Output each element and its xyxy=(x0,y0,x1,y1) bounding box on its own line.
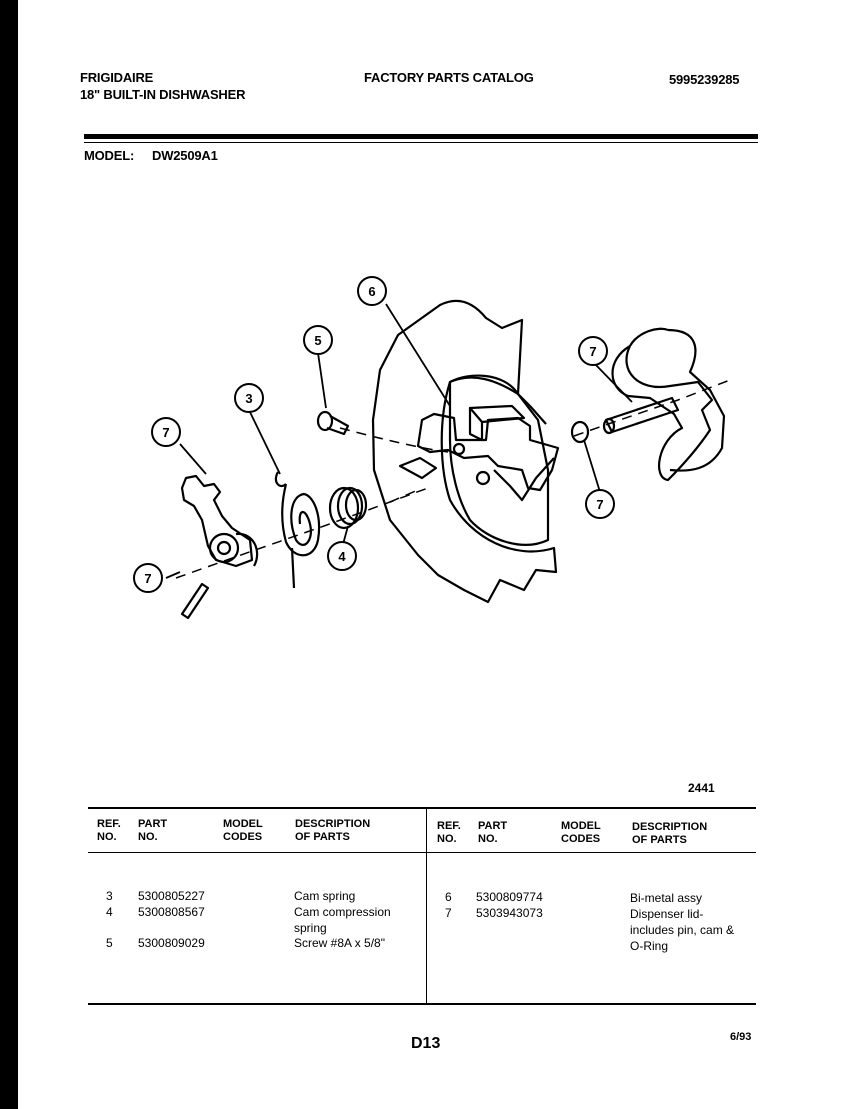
cam-hub xyxy=(210,534,238,562)
bimetal-pivot xyxy=(454,444,464,454)
screw-head xyxy=(318,412,332,430)
cam-spring-hook xyxy=(276,472,286,486)
table-column-divider xyxy=(426,809,427,1003)
table-row-desc: Screw #8A x 5/8" xyxy=(294,936,385,950)
table-row-part: 5300808567 xyxy=(138,905,205,919)
axis-line-upper xyxy=(340,428,448,452)
leader-5 xyxy=(318,353,326,408)
leader-3 xyxy=(249,410,280,474)
header-part-no-right: PART NO. xyxy=(478,820,508,845)
dispenser-pin xyxy=(606,398,678,432)
dispenser-lid-top xyxy=(630,329,668,346)
catalog-number: 5995239285 xyxy=(669,72,740,87)
bimetal-tab xyxy=(400,458,436,478)
table-row-desc: Cam spring xyxy=(294,889,356,903)
leader-7c xyxy=(584,440,600,492)
table-row-part: 5303943073 xyxy=(476,906,543,920)
bimetal-block xyxy=(470,406,524,422)
axis-line-right xyxy=(574,380,730,436)
callout-label: 7 xyxy=(596,497,604,512)
callout-label: 3 xyxy=(245,391,253,406)
header-model-codes-left: MODEL CODES xyxy=(223,818,263,843)
header-part-no-left: PART NO. xyxy=(138,818,168,843)
callout-label: 4 xyxy=(338,549,346,564)
page-code: D13 xyxy=(411,1035,441,1052)
table-row-part: 5300805227 xyxy=(138,889,205,903)
header-model-codes-right: MODEL CODES xyxy=(561,820,601,845)
callout-label: 7 xyxy=(144,571,152,586)
header-description-left: DESCRIPTION OF PARTS xyxy=(295,818,371,843)
figure-number: 2441 xyxy=(688,781,715,795)
model-value: DW2509A1 xyxy=(152,148,218,163)
callout-label: 7 xyxy=(162,425,170,440)
catalog-page xyxy=(18,0,864,1109)
leader-7a xyxy=(180,444,206,474)
table-header-rule xyxy=(88,852,756,853)
table-row-part: 5300809029 xyxy=(138,936,205,950)
table-row-ref: 7 xyxy=(445,906,452,920)
table-row-desc: Cam compression spring xyxy=(294,905,391,935)
callout-label: 7 xyxy=(589,344,597,359)
product-title: 18" BUILT-IN DISHWASHER xyxy=(80,87,246,102)
bimetal-block-side xyxy=(470,408,482,440)
table-row-ref: 3 xyxy=(106,889,113,903)
brand-name: FRIGIDAIRE xyxy=(80,70,154,85)
table-row-ref: 6 xyxy=(445,890,452,904)
table-row-ref: 4 xyxy=(106,905,113,919)
table-row-desc: Bi-metal assy xyxy=(630,891,703,905)
model-label: MODEL: xyxy=(84,148,135,163)
table-row-ref: 5 xyxy=(106,936,113,950)
revision-date: 6/93 xyxy=(730,1031,752,1043)
o-ring xyxy=(572,422,588,442)
header-ref-no-right: REF. NO. xyxy=(437,820,461,845)
callout-label: 6 xyxy=(368,284,376,299)
cam-body xyxy=(182,476,252,566)
cam-spring-coil xyxy=(282,484,319,555)
cam-hub-inner xyxy=(218,542,230,554)
callout-label: 5 xyxy=(314,333,322,348)
leader-6 xyxy=(386,304,450,406)
table-row-part: 5300809774 xyxy=(476,890,543,904)
exploded-parts-diagram xyxy=(18,0,864,800)
catalog-title: FACTORY PARTS CATALOG xyxy=(364,70,534,85)
axis-line-spring xyxy=(390,490,418,502)
table-top-rule xyxy=(88,807,756,809)
header-description-right: DESCRIPTION OF PARTS xyxy=(632,821,708,846)
cam-spring-leg xyxy=(292,548,294,588)
bimetal-pin xyxy=(477,472,489,484)
table-row-desc: Dispenser lid- includes pin, cam & O-Ring xyxy=(630,907,735,953)
pin-lower xyxy=(182,584,208,618)
header-ref-no-left: REF. NO. xyxy=(97,818,121,843)
table-bottom-rule xyxy=(88,1003,756,1005)
